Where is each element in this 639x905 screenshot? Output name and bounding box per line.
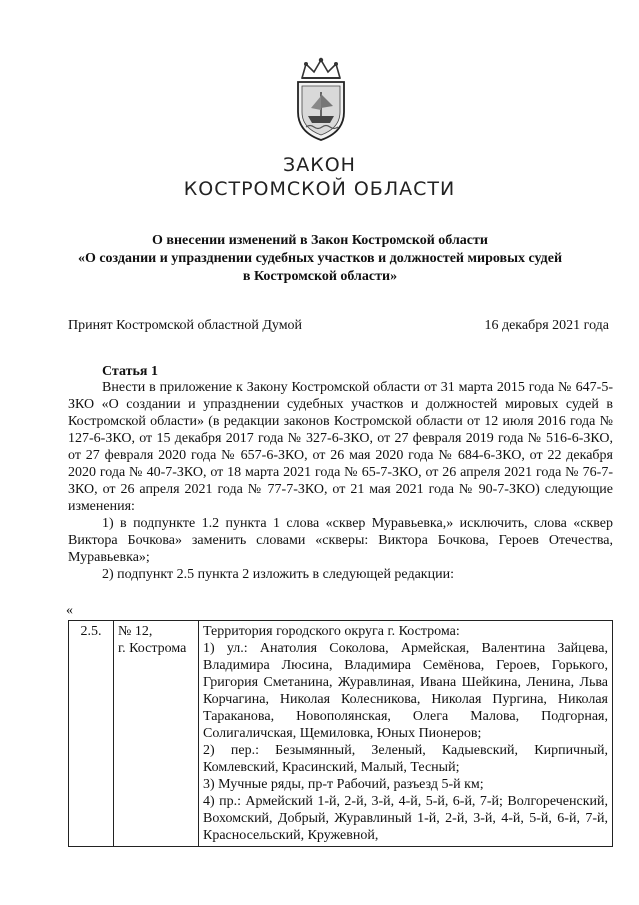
article-body: [68, 379, 613, 583]
adopted-by: Принят Костромской областной Думой: [68, 318, 303, 333]
district-number: № 12,: [118, 624, 153, 639]
territory-table: [68, 620, 613, 847]
territory-line: 2) пер.: Безымянный, Зеленый, Кадыевский, Кирпичный, Комлевский, Красинский, Малый, Тесный;: [203, 743, 608, 775]
quote-open-mark: «: [66, 603, 73, 618]
table-row: [69, 621, 613, 847]
subtitle-line-3: в Костромской области»: [242, 269, 398, 284]
territory-line: 1) ул.: Анатолия Соколова, Армейская, Валентина Зайцева, Владимира Люсина, Владимира Семёнова, Героев, Горького, Григория Сметанина, Журавлиная, Ивана Шейкина, Ленина, Льва Корчагина, Николая Колесникова, Николая Пургина, Николая Тараканова, Новополянская, Олега Малова, Подгорная, Солигаличская, Щемиловка, Юных Пионеров;: [203, 641, 608, 741]
territory-line: 4) пр.: Армейский 1-й, 2-й, 3-й, 4-й, 5-й, 6-й, 7-й; Волгореченский, Вохомский, Добрый, Журавлиный 1-й, 2-й, 3-й, 4-й, 5-й, 6-й, 7-й, Красносельский, Кружевной,: [203, 794, 608, 843]
district-city: г. Кострома: [118, 641, 187, 656]
coat-of-arms-emblem: [288, 56, 354, 142]
subtitle-line-1: О внесении изменений в Закон Костромской области: [152, 233, 488, 248]
article-heading: Статья 1: [102, 364, 158, 379]
row-number: 2.5.: [69, 621, 114, 847]
law-subtitle: [40, 232, 600, 286]
amendment-item-2: 2) подпункт 2.5 пункта 2 изложить в следующей редакции:: [102, 567, 454, 582]
territory-line: 3) Мучные ряды, пр-т Рабочий, разъезд 5-й км;: [203, 777, 484, 792]
subtitle-line-2: «О создании и упразднении судебных участков и должностей мировых судей: [77, 251, 563, 266]
adoption-date: 16 декабря 2021 года: [484, 318, 609, 333]
amendment-item-1: 1) в подпункте 1.2 пункта 1 слова «сквер Муравьевка,» исключить, слова «сквер Виктора Бочкова» заменить словами «скверы: Виктора Бочкова, Героев Отечества, Муравьевка»;: [68, 516, 613, 565]
territory-line: Территория городского округа г. Кострома:: [203, 624, 460, 639]
territory-cell: [199, 621, 613, 847]
law-title-line1: ЗАКОН: [283, 154, 356, 176]
district-cell: [114, 621, 199, 847]
article-intro: Внести в приложение к Закону Костромской области от 31 марта 2015 года № 647-5-ЗКО «О создании и упразднении судебных участков и должностей мировых судей в Костромской области» (в редакции законов Костромской области от 12 июля 2016 года № 127-6-ЗКО, от 15 декабря 2017 года № 327-6-ЗКО, от 27 февраля 2019 года № 516-6-ЗКО, от 27 февраля 2020 года № 657-6-ЗКО, от 26 мая 2020 года № 684-6-ЗКО, от 22 декабря 2020 года № 40-7-ЗКО, от 18 марта 2021 года № 65-7-ЗКО, от 26 апреля 2021 года № 76-7-ЗКО, от 26 апреля 2021 года № 77-7-ЗКО, от 21 мая 2021 года № 90-7-ЗКО) следующие изменения:: [68, 380, 613, 514]
law-title-line2: КОСТРОМСКОЙ ОБЛАСТИ: [183, 178, 456, 200]
